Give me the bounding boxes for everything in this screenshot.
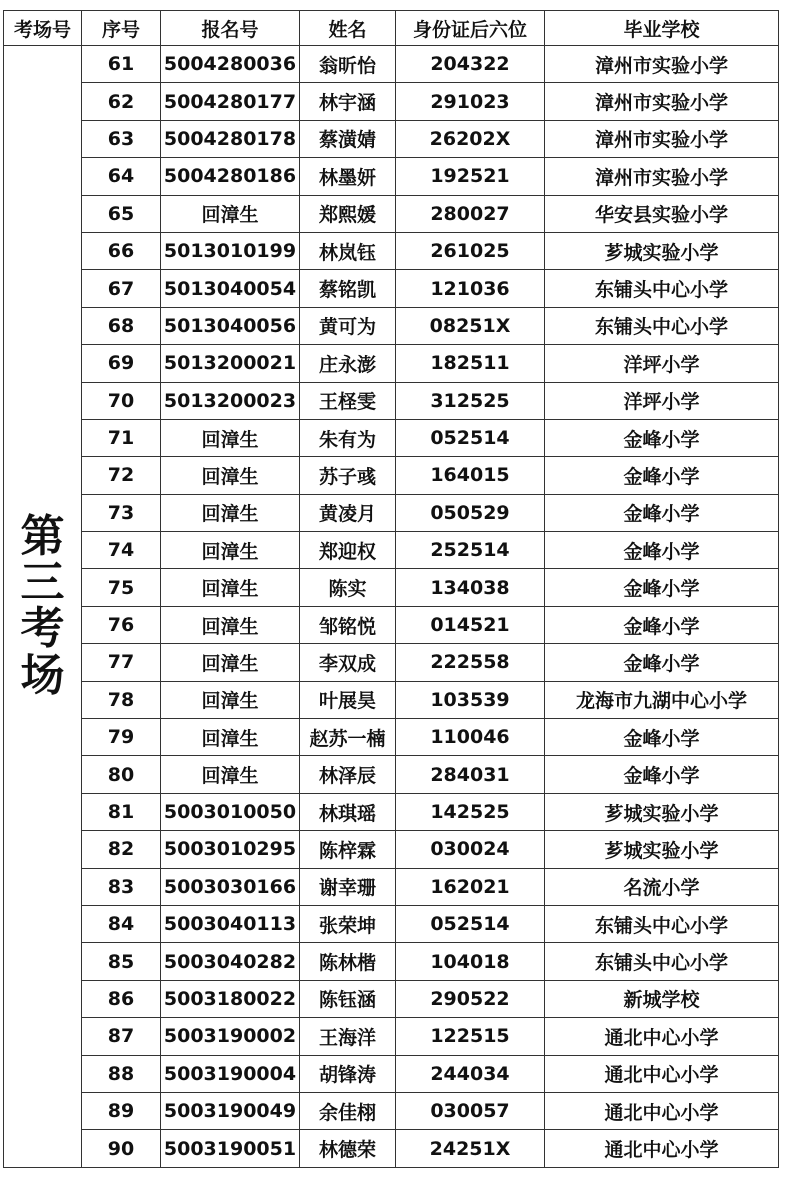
cell-name: 张荣坤 xyxy=(300,905,396,942)
cell-id-last6: 030057 xyxy=(396,1092,545,1129)
cell-id-last6: 110046 xyxy=(396,719,545,756)
cell-school: 通北中心小学 xyxy=(545,1130,779,1167)
header-id-last6: 身份证后六位 xyxy=(396,11,545,46)
cell-id-last6: 122515 xyxy=(396,1018,545,1055)
cell-reg-no: 5013010199 xyxy=(161,232,300,269)
table-row xyxy=(4,1055,779,1092)
cell-id-last6: 192521 xyxy=(396,158,545,195)
cell-school: 东铺头中心小学 xyxy=(545,943,779,980)
cell-school: 龙海市九湖中心小学 xyxy=(545,681,779,718)
cell-school: 通北中心小学 xyxy=(545,1018,779,1055)
cell-name: 叶展昊 xyxy=(300,681,396,718)
cell-name: 翁昕怡 xyxy=(300,46,396,83)
cell-seq: 72 xyxy=(82,457,161,494)
cell-school: 金峰小学 xyxy=(545,719,779,756)
table-row xyxy=(4,1092,779,1129)
cell-id-last6: 252514 xyxy=(396,532,545,569)
cell-name: 林宇涵 xyxy=(300,83,396,120)
cell-reg-no: 回漳生 xyxy=(161,195,300,232)
cell-reg-no: 5003180022 xyxy=(161,980,300,1017)
cell-seq: 86 xyxy=(82,980,161,1017)
cell-seq: 69 xyxy=(82,345,161,382)
cell-id-last6: 104018 xyxy=(396,943,545,980)
table-row xyxy=(4,1018,779,1055)
table-row xyxy=(4,943,779,980)
cell-school: 金峰小学 xyxy=(545,419,779,456)
cell-school: 金峰小学 xyxy=(545,756,779,793)
cell-id-last6: 204322 xyxy=(396,46,545,83)
cell-name: 黄凌月 xyxy=(300,494,396,531)
table-row xyxy=(4,494,779,531)
cell-reg-no: 5003010050 xyxy=(161,793,300,830)
room-label-text: 第 三 考 场 xyxy=(20,510,65,701)
cell-name: 蔡铭凯 xyxy=(300,270,396,307)
exam-roster-table xyxy=(3,10,779,1168)
cell-school: 通北中心小学 xyxy=(545,1092,779,1129)
cell-reg-no: 5003190049 xyxy=(161,1092,300,1129)
cell-school: 漳州市实验小学 xyxy=(545,83,779,120)
table-row xyxy=(4,905,779,942)
cell-seq: 62 xyxy=(82,83,161,120)
cell-school: 金峰小学 xyxy=(545,532,779,569)
cell-seq: 87 xyxy=(82,1018,161,1055)
header-seq: 序号 xyxy=(82,11,161,46)
header-reg-no: 报名号 xyxy=(161,11,300,46)
cell-name: 王海洋 xyxy=(300,1018,396,1055)
cell-id-last6: 244034 xyxy=(396,1055,545,1092)
cell-id-last6: 162021 xyxy=(396,868,545,905)
cell-id-last6: 26202X xyxy=(396,120,545,157)
cell-seq: 68 xyxy=(82,307,161,344)
cell-name: 郑迎权 xyxy=(300,532,396,569)
cell-seq: 63 xyxy=(82,120,161,157)
cell-name: 李双成 xyxy=(300,644,396,681)
cell-school: 金峰小学 xyxy=(545,457,779,494)
table-row xyxy=(4,756,779,793)
cell-id-last6: 24251X xyxy=(396,1130,545,1167)
cell-school: 漳州市实验小学 xyxy=(545,158,779,195)
table-row xyxy=(4,719,779,756)
cell-reg-no: 5003030166 xyxy=(161,868,300,905)
cell-reg-no: 回漳生 xyxy=(161,681,300,718)
table-row xyxy=(4,644,779,681)
cell-school: 漳州市实验小学 xyxy=(545,46,779,83)
header-name: 姓名 xyxy=(300,11,396,46)
cell-seq: 81 xyxy=(82,793,161,830)
cell-seq: 79 xyxy=(82,719,161,756)
cell-reg-no: 回漳生 xyxy=(161,532,300,569)
table-row xyxy=(4,345,779,382)
cell-name: 林墨妍 xyxy=(300,158,396,195)
table-row xyxy=(4,382,779,419)
cell-id-last6: 121036 xyxy=(396,270,545,307)
cell-reg-no: 5013040054 xyxy=(161,270,300,307)
cell-reg-no: 回漳生 xyxy=(161,494,300,531)
cell-school: 金峰小学 xyxy=(545,644,779,681)
table-row xyxy=(4,793,779,830)
cell-id-last6: 08251X xyxy=(396,307,545,344)
cell-reg-no: 5013200021 xyxy=(161,345,300,382)
cell-name: 赵苏一楠 xyxy=(300,719,396,756)
cell-reg-no: 5013200023 xyxy=(161,382,300,419)
cell-school: 芗城实验小学 xyxy=(545,232,779,269)
table-row xyxy=(4,307,779,344)
cell-reg-no: 回漳生 xyxy=(161,569,300,606)
cell-seq: 74 xyxy=(82,532,161,569)
cell-reg-no: 5013040056 xyxy=(161,307,300,344)
cell-seq: 76 xyxy=(82,606,161,643)
cell-name: 陈林楷 xyxy=(300,943,396,980)
cell-reg-no: 5004280186 xyxy=(161,158,300,195)
cell-school: 洋坪小学 xyxy=(545,382,779,419)
cell-id-last6: 290522 xyxy=(396,980,545,1017)
cell-seq: 88 xyxy=(82,1055,161,1092)
cell-school: 漳州市实验小学 xyxy=(545,120,779,157)
cell-id-last6: 052514 xyxy=(396,419,545,456)
table-row xyxy=(4,569,779,606)
cell-name: 谢幸珊 xyxy=(300,868,396,905)
cell-name: 林泽辰 xyxy=(300,756,396,793)
table-row xyxy=(4,681,779,718)
table-row xyxy=(4,1130,779,1167)
cell-seq: 71 xyxy=(82,419,161,456)
cell-name: 陈梓霖 xyxy=(300,831,396,868)
cell-seq: 78 xyxy=(82,681,161,718)
cell-reg-no: 5003190004 xyxy=(161,1055,300,1092)
cell-id-last6: 164015 xyxy=(396,457,545,494)
cell-reg-no: 回漳生 xyxy=(161,419,300,456)
cell-id-last6: 291023 xyxy=(396,83,545,120)
cell-reg-no: 5004280177 xyxy=(161,83,300,120)
cell-reg-no: 回漳生 xyxy=(161,606,300,643)
cell-reg-no: 5004280036 xyxy=(161,46,300,83)
cell-school: 芗城实验小学 xyxy=(545,793,779,830)
cell-seq: 73 xyxy=(82,494,161,531)
cell-school: 洋坪小学 xyxy=(545,345,779,382)
cell-seq: 75 xyxy=(82,569,161,606)
table-row xyxy=(4,195,779,232)
cell-seq: 61 xyxy=(82,46,161,83)
cell-seq: 80 xyxy=(82,756,161,793)
cell-reg-no: 回漳生 xyxy=(161,756,300,793)
cell-name: 邹铭悦 xyxy=(300,606,396,643)
cell-school: 通北中心小学 xyxy=(545,1055,779,1092)
table-row xyxy=(4,606,779,643)
cell-id-last6: 103539 xyxy=(396,681,545,718)
table-row xyxy=(4,120,779,157)
cell-id-last6: 030024 xyxy=(396,831,545,868)
cell-school: 名流小学 xyxy=(545,868,779,905)
table-row xyxy=(4,46,779,83)
cell-seq: 70 xyxy=(82,382,161,419)
cell-seq: 85 xyxy=(82,943,161,980)
cell-reg-no: 5004280178 xyxy=(161,120,300,157)
header-row xyxy=(4,11,779,46)
table-row xyxy=(4,232,779,269)
cell-id-last6: 312525 xyxy=(396,382,545,419)
cell-id-last6: 280027 xyxy=(396,195,545,232)
header-school: 毕业学校 xyxy=(545,11,779,46)
table-row xyxy=(4,831,779,868)
cell-seq: 82 xyxy=(82,831,161,868)
cell-name: 林琪瑶 xyxy=(300,793,396,830)
cell-id-last6: 014521 xyxy=(396,606,545,643)
cell-seq: 67 xyxy=(82,270,161,307)
table-row xyxy=(4,532,779,569)
cell-id-last6: 284031 xyxy=(396,756,545,793)
table-row xyxy=(4,980,779,1017)
cell-school: 金峰小学 xyxy=(545,606,779,643)
room-label xyxy=(4,46,82,1168)
cell-reg-no: 回漳生 xyxy=(161,644,300,681)
cell-reg-no: 5003190051 xyxy=(161,1130,300,1167)
cell-school: 东铺头中心小学 xyxy=(545,307,779,344)
cell-seq: 83 xyxy=(82,868,161,905)
table-header xyxy=(4,11,779,46)
header-room: 考场号 xyxy=(4,11,82,46)
table-row xyxy=(4,419,779,456)
table-row xyxy=(4,868,779,905)
cell-school: 芗城实验小学 xyxy=(545,831,779,868)
cell-seq: 65 xyxy=(82,195,161,232)
cell-school: 金峰小学 xyxy=(545,494,779,531)
table-row xyxy=(4,457,779,494)
cell-seq: 66 xyxy=(82,232,161,269)
cell-school: 华安县实验小学 xyxy=(545,195,779,232)
cell-reg-no: 5003040282 xyxy=(161,943,300,980)
cell-name: 林德荣 xyxy=(300,1130,396,1167)
table-body xyxy=(4,46,779,1168)
cell-reg-no: 回漳生 xyxy=(161,719,300,756)
cell-name: 郑熙媛 xyxy=(300,195,396,232)
cell-seq: 77 xyxy=(82,644,161,681)
cell-school: 东铺头中心小学 xyxy=(545,905,779,942)
cell-id-last6: 052514 xyxy=(396,905,545,942)
cell-school: 新城学校 xyxy=(545,980,779,1017)
cell-name: 陈钰涵 xyxy=(300,980,396,1017)
table-row xyxy=(4,158,779,195)
cell-id-last6: 222558 xyxy=(396,644,545,681)
table-row xyxy=(4,270,779,307)
cell-school: 东铺头中心小学 xyxy=(545,270,779,307)
cell-name: 余佳栩 xyxy=(300,1092,396,1129)
cell-id-last6: 050529 xyxy=(396,494,545,531)
cell-id-last6: 182511 xyxy=(396,345,545,382)
cell-seq: 89 xyxy=(82,1092,161,1129)
cell-reg-no: 5003010295 xyxy=(161,831,300,868)
cell-name: 蔡潢婧 xyxy=(300,120,396,157)
cell-seq: 84 xyxy=(82,905,161,942)
cell-seq: 64 xyxy=(82,158,161,195)
cell-name: 陈实 xyxy=(300,569,396,606)
cell-id-last6: 134038 xyxy=(396,569,545,606)
cell-name: 林岚钰 xyxy=(300,232,396,269)
cell-id-last6: 261025 xyxy=(396,232,545,269)
cell-name: 胡锋涛 xyxy=(300,1055,396,1092)
cell-name: 王柽雯 xyxy=(300,382,396,419)
table-row xyxy=(4,83,779,120)
cell-id-last6: 142525 xyxy=(396,793,545,830)
cell-reg-no: 回漳生 xyxy=(161,457,300,494)
cell-reg-no: 5003190002 xyxy=(161,1018,300,1055)
cell-school: 金峰小学 xyxy=(545,569,779,606)
cell-name: 朱有为 xyxy=(300,419,396,456)
cell-seq: 90 xyxy=(82,1130,161,1167)
cell-name: 庄永澎 xyxy=(300,345,396,382)
cell-name: 黄可为 xyxy=(300,307,396,344)
cell-name: 苏子彧 xyxy=(300,457,396,494)
cell-reg-no: 5003040113 xyxy=(161,905,300,942)
